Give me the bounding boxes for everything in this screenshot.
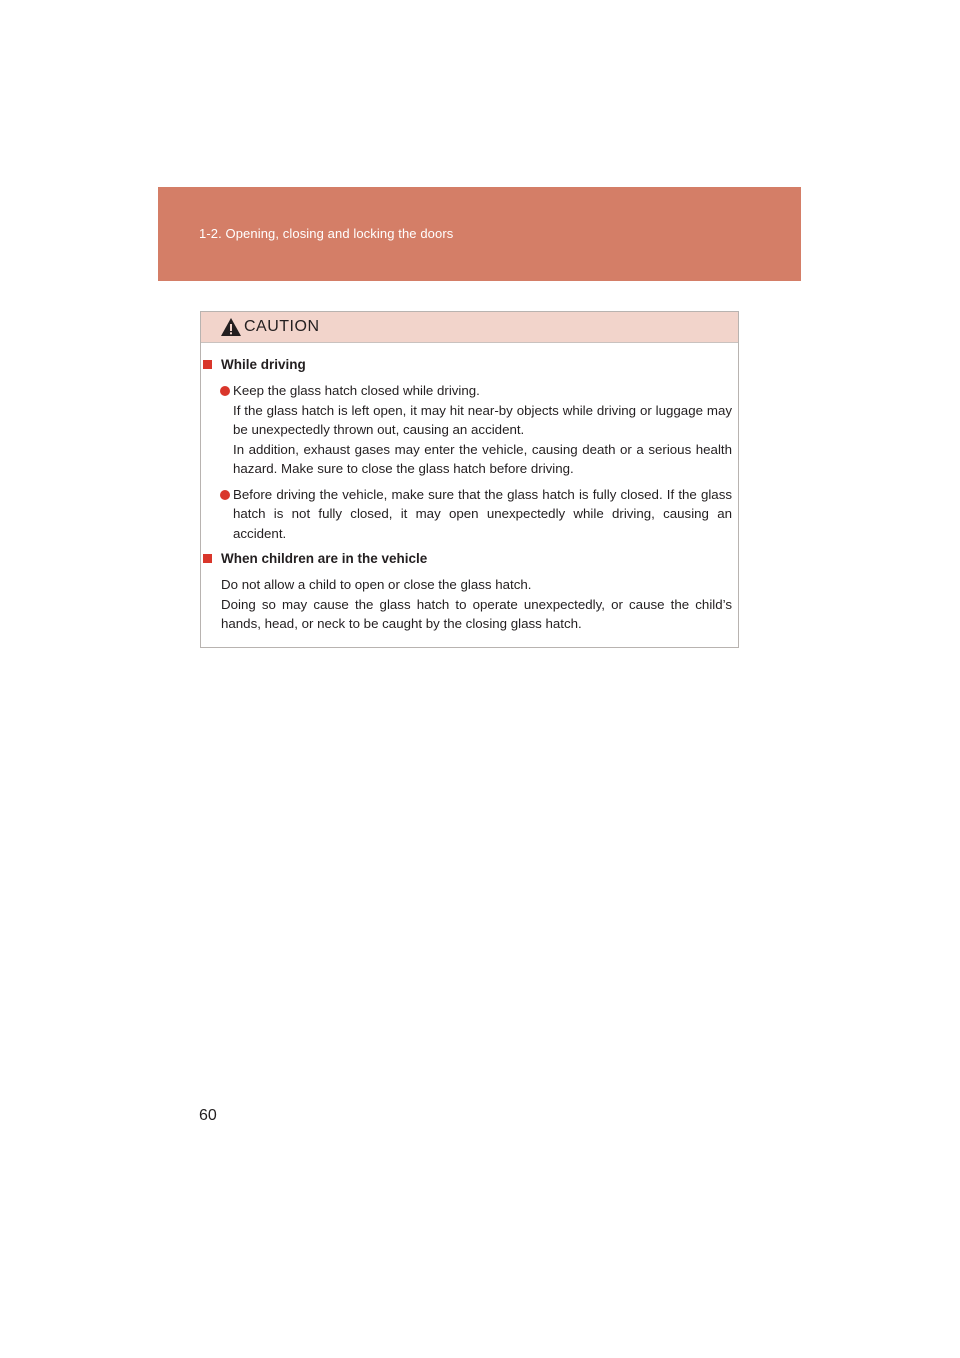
section-heading-children [201, 549, 732, 569]
bullet-text: In addition, exhaust gases may enter the vehicle, causing death or a serious health hazard. Make sure to close the glass hatch before driving. [233, 441, 732, 476]
bullet-text: Keep the glass hatch closed while driving. [233, 383, 480, 398]
bullet-item [201, 381, 732, 479]
warning-triangle-icon [220, 317, 242, 337]
section-paragraph [201, 575, 732, 634]
caution-box [200, 311, 739, 648]
red-square-bullet-icon [203, 360, 212, 369]
section-heading-text: While driving [221, 357, 306, 372]
caution-body [201, 343, 738, 634]
page-number: 60 [199, 1107, 217, 1124]
section-title: 1-2. Opening, closing and locking the doors [199, 226, 454, 241]
section-header-band [158, 187, 801, 281]
paragraph-text: Doing so may cause the glass hatch to operate unexpectedly, or cause the child’s hands, head, or neck to be caught by the closing glass hatch. [221, 596, 732, 631]
section-heading-while-driving [201, 355, 732, 375]
red-dot-bullet-icon [220, 490, 230, 500]
bullet-item [201, 485, 732, 544]
section-heading-text: When children are in the vehicle [221, 551, 428, 566]
caution-header [201, 312, 738, 343]
red-dot-bullet-icon [220, 386, 230, 396]
paragraph-text: Do not allow a child to open or close the glass hatch. [221, 577, 532, 592]
red-square-bullet-icon [203, 554, 212, 563]
caution-label: CAUTION [244, 318, 320, 335]
bullet-text: Before driving the vehicle, make sure that the glass hatch is fully closed. If the glass hatch is not fully closed, it may open unexpectedly while driving, causing an accident. [233, 486, 732, 541]
bullet-text: If the glass hatch is left open, it may hit near-by objects while driving or luggage may be unexpectedly thrown out, causing an accident. [233, 402, 732, 437]
